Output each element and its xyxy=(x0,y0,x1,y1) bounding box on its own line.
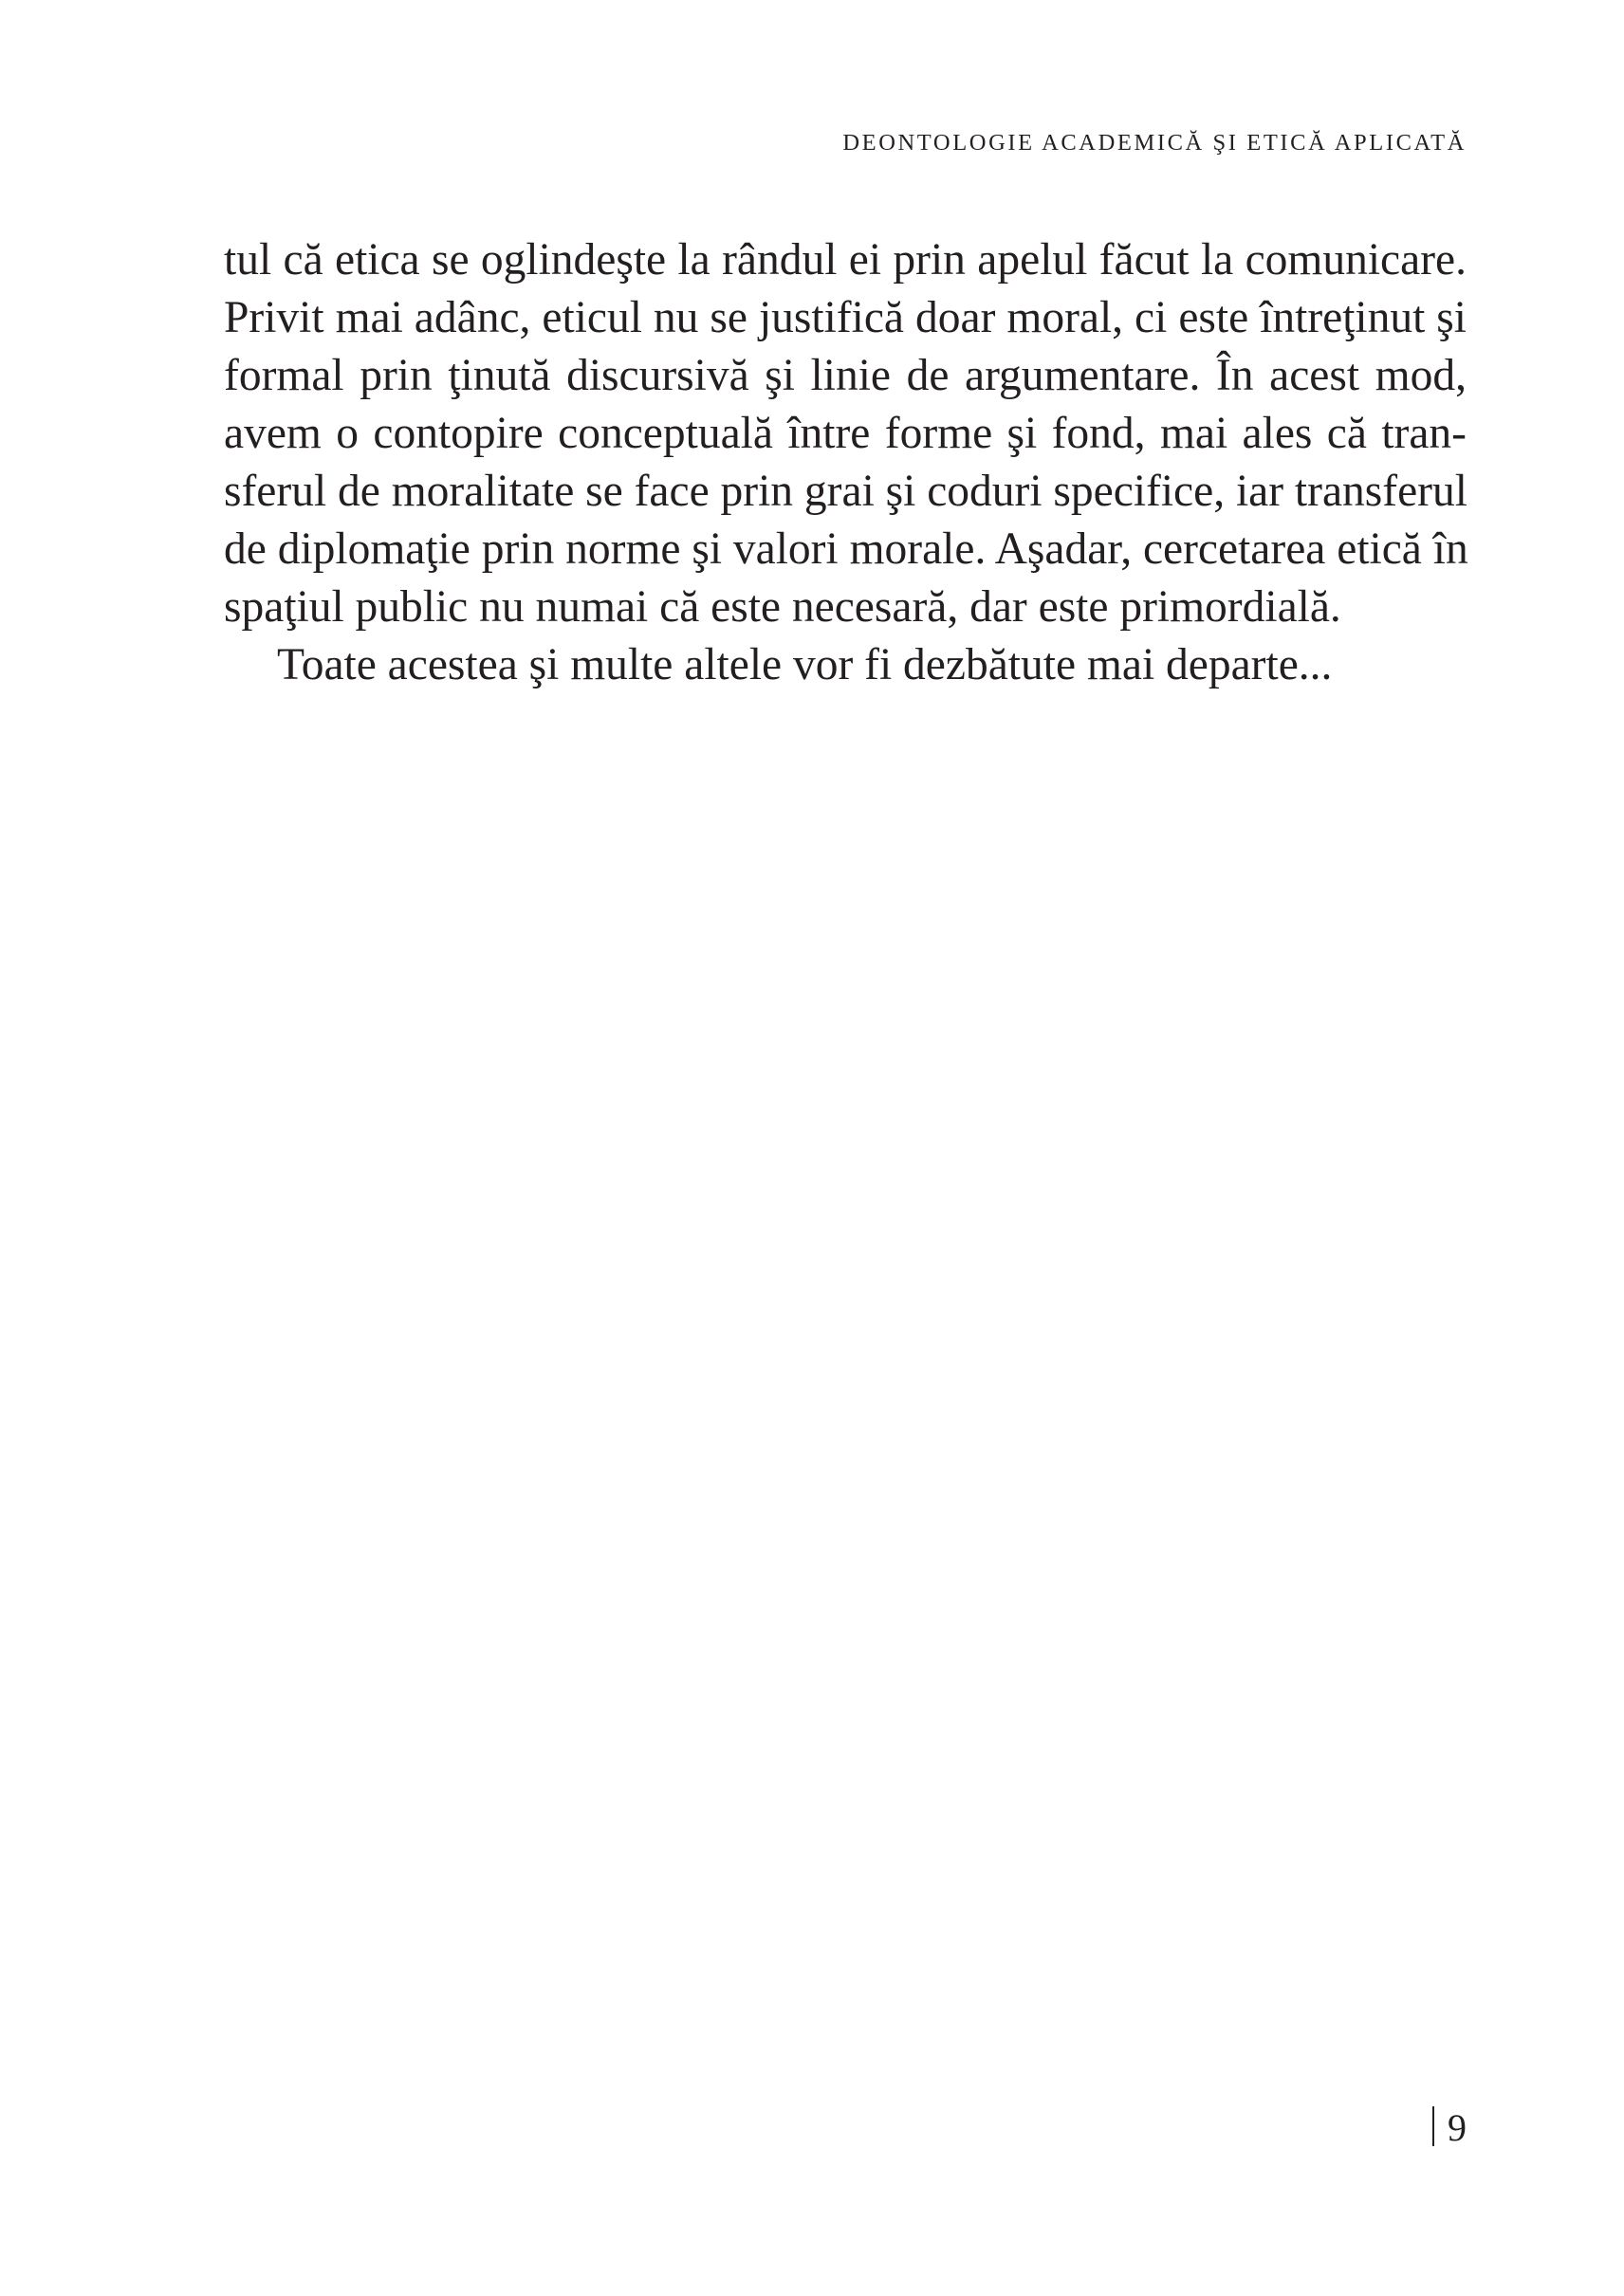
text-line: formal prin ţinută discursivă şi linie de argumentare. În acest mod, xyxy=(224,351,1467,400)
text-line: spaţiul public nu numai că este necesară, dar este primordială. xyxy=(224,582,1341,632)
text-line: sferul de moralitate se face prin grai şi coduri specifice, iar transferul xyxy=(224,467,1467,516)
text-line: avem o contopire conceptuală între forme şi fond, mai ales că tran- xyxy=(224,409,1467,458)
text-line: tul că etica se oglindeşte la rândul ei prin apelul făcut la comunicare. xyxy=(224,235,1467,285)
page-number-separator xyxy=(1432,2106,1434,2146)
text-line: de diplomaţie prin norme şi valori morale. Aşadar, cercetarea etică în xyxy=(224,524,1468,574)
page-number-value: 9 xyxy=(1448,2106,1467,2149)
running-header: DEONTOLOGIE ACADEMICĂ ŞI ETICĂ APLICATĂ xyxy=(842,130,1467,156)
body-text xyxy=(224,231,1467,694)
page-number xyxy=(1432,2104,1467,2152)
text-line-paragraph-start: Toate acestea şi multe altele vor fi dezbătute mai departe... xyxy=(277,640,1333,689)
text-line: Privit mai adânc, eticul nu se justifică doar moral, ci este întreţinut şi xyxy=(224,293,1467,342)
